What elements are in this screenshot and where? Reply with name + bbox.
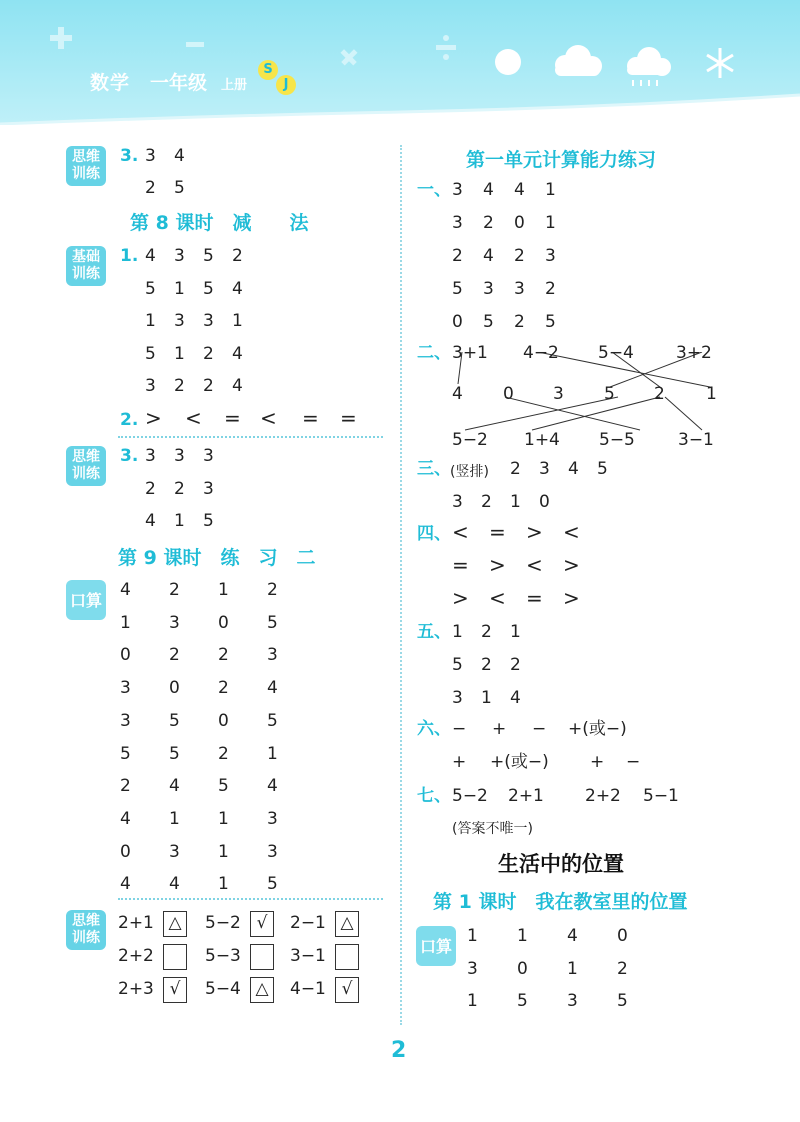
q1-cell: 5 (145, 278, 156, 299)
badge-kousuan-left: 口算 (66, 580, 106, 620)
q1-cell: 3 (203, 311, 214, 331)
s6-operator: − (452, 719, 467, 739)
s4-symbol: = (526, 586, 543, 610)
kousuan-cell: 3 (267, 645, 278, 666)
q3b-label: 3. (120, 446, 139, 466)
q1-cell: 4 (232, 376, 243, 396)
s1-cell: 4 (483, 246, 494, 266)
s2-bottom-expr: 1+4 (524, 430, 560, 450)
q3a-cell: 3 (145, 146, 156, 166)
s4-symbol: > (563, 586, 580, 610)
kousuan-cell: 1 (169, 808, 180, 829)
q1-cell: 3 (174, 311, 185, 331)
s5-cell: 3 (452, 688, 463, 708)
q1-cell: 2 (232, 246, 243, 266)
s6-operator: + (590, 752, 605, 772)
s4-symbol: > (526, 520, 543, 544)
q1-cell: 2 (203, 343, 214, 364)
q1-cell: 2 (203, 376, 214, 396)
kousuan-right-cell: 0 (617, 926, 628, 946)
s7-note: (答案不唯一) (452, 821, 533, 837)
s3-cell: 4 (568, 459, 579, 479)
s5-cell: 1 (452, 622, 463, 642)
s4-symbol: > (563, 553, 580, 577)
mark-expression: 2−1 (290, 913, 326, 933)
s1-cell: 5 (452, 279, 463, 299)
s3-cell: 0 (539, 492, 550, 512)
s5-cell: 4 (510, 688, 521, 708)
s1-cell: 0 (452, 312, 463, 332)
kousuan-cell: 5 (267, 710, 278, 731)
s1-cell: 5 (545, 312, 556, 332)
s3-cell: 2 (481, 492, 492, 512)
s1-cell: 3 (514, 279, 525, 299)
q1-cell: 1 (174, 343, 185, 364)
s2-top-expr: 3+1 (452, 343, 488, 363)
s1-cell: 2 (452, 246, 463, 266)
s7-expression: 2+2 (585, 786, 621, 806)
q2-symbol: = (224, 406, 241, 430)
kousuan-cell: 1 (218, 874, 229, 895)
s1-label: 一、 (417, 180, 451, 200)
s5-cell: 2 (481, 622, 492, 642)
header-volume: 上册 (221, 78, 248, 93)
kousuan-cell: 3 (120, 678, 131, 699)
kousuan-cell: 5 (267, 874, 278, 895)
kousuan-cell: 5 (218, 776, 229, 797)
kousuan-cell: 1 (218, 580, 229, 600)
kousuan-cell: 1 (267, 743, 278, 764)
kousuan-right-cell: 1 (567, 958, 578, 979)
s2-mid-number: 1 (706, 384, 717, 404)
kousuan-cell: 5 (169, 743, 180, 764)
s1-cell: 4 (514, 180, 525, 200)
s6-operator: + (452, 752, 467, 772)
kousuan-cell: 3 (169, 612, 180, 633)
q3b-cell: 3 (174, 446, 185, 466)
kousuan-cell: 2 (218, 743, 229, 764)
mark-box: △ (163, 911, 187, 937)
q3a-cell: 2 (145, 178, 156, 198)
q1-cell: 1 (145, 311, 156, 331)
q2-symbol: < (185, 406, 202, 430)
kousuan-right-cell: 5 (617, 991, 628, 1011)
s2-bottom-expr: 5−2 (452, 430, 488, 450)
kousuan-cell: 2 (120, 776, 131, 797)
s3-cell: 5 (597, 459, 608, 479)
kousuan-cell: 4 (120, 580, 131, 600)
s7-expression: 5−2 (452, 786, 488, 806)
kousuan-cell: 0 (169, 678, 180, 699)
mark-expression: 2+2 (118, 946, 154, 966)
mark-expression: 2+3 (118, 979, 154, 999)
divider (118, 898, 383, 900)
kousuan-cell: 4 (169, 874, 180, 895)
q2-symbol: = (340, 406, 357, 430)
mark-expression: 5−4 (205, 979, 241, 999)
lesson8-title: 第 8 课时 减 法 (130, 212, 309, 234)
page-number: 2 (391, 1038, 407, 1063)
s2-label: 二、 (417, 343, 451, 363)
q3a-cell: 5 (174, 178, 185, 198)
s1-cell: 1 (545, 180, 556, 200)
kousuan-cell: 5 (120, 743, 131, 764)
mark-expression: 4−1 (290, 979, 326, 999)
s7-label: 七、 (417, 786, 451, 806)
kousuan-cell: 5 (267, 612, 278, 633)
kousuan-cell: 0 (218, 612, 229, 633)
q1-cell: 3 (145, 376, 156, 396)
kousuan-right-cell: 5 (517, 991, 528, 1011)
column-divider (400, 145, 402, 1025)
s5-cell: 2 (510, 655, 521, 675)
s1-cell: 2 (545, 279, 556, 299)
kousuan-cell: 5 (169, 710, 180, 731)
kousuan-cell: 4 (120, 808, 131, 829)
kousuan-cell: 0 (218, 710, 229, 731)
lesson9-title: 第 9 课时 练 习 二 (118, 547, 316, 569)
s5-cell: 1 (510, 622, 521, 642)
mark-expression: 3−1 (290, 946, 326, 966)
mark-box: △ (335, 911, 359, 937)
q1-cell: 1 (232, 311, 243, 331)
header-background (0, 0, 800, 125)
kousuan-right-cell: 3 (467, 958, 478, 979)
q3a-cell: 4 (174, 146, 185, 166)
s1-cell: 2 (514, 312, 525, 332)
kousuan-right-cell: 4 (567, 926, 578, 946)
kousuan-right-cell: 3 (567, 991, 578, 1011)
kousuan-cell: 2 (218, 678, 229, 699)
q2-symbol: < (260, 406, 277, 430)
q3b-cell: 2 (174, 478, 185, 499)
unit2-title: 生活中的位置 (498, 852, 624, 876)
s6-label: 六、 (417, 719, 451, 739)
kousuan-cell: 2 (169, 580, 180, 600)
badge-siwei-1: 思维 训练 (66, 146, 106, 186)
kousuan-right-cell: 2 (617, 958, 628, 979)
mark-box: △ (250, 977, 274, 1003)
q3b-cell: 4 (145, 511, 156, 531)
kousuan-right-cell: 1 (517, 926, 528, 946)
s4-symbol: > (452, 586, 469, 610)
mark-box: √ (163, 977, 187, 1003)
mark-box (335, 944, 359, 970)
q3b-cell: 3 (203, 446, 214, 466)
s3-label: 三、 (417, 459, 451, 479)
s1-cell: 0 (514, 213, 525, 233)
kousuan-cell: 2 (169, 645, 180, 666)
kousuan-cell: 4 (267, 776, 278, 797)
s5-cell: 2 (481, 655, 492, 675)
q3b-cell: 3 (145, 446, 156, 466)
lesson1-title: 第 1 课时 我在教室里的位置 (433, 891, 688, 913)
sun-icon (495, 49, 521, 75)
kousuan-right-cell: 1 (467, 991, 478, 1011)
s4-symbol: > (489, 553, 506, 577)
q1-cell: 5 (203, 278, 214, 299)
s1-cell: 4 (483, 180, 494, 200)
s2-bottom-expr: 5−5 (599, 430, 635, 450)
s7-expression: 5−1 (643, 786, 679, 806)
s6-operator: +(或−) (490, 752, 549, 772)
s3-cell: 1 (510, 492, 521, 512)
s4-symbol: < (526, 553, 543, 577)
s3-cell: 3 (452, 492, 463, 512)
s5-cell: 5 (452, 655, 463, 675)
mark-expression: 5−2 (205, 913, 241, 933)
s1-cell: 1 (545, 213, 556, 233)
s2-mid-number: 3 (553, 384, 564, 404)
kousuan-cell: 3 (267, 841, 278, 862)
s7-expression: 2+1 (508, 786, 544, 806)
s1-cell: 5 (483, 312, 494, 332)
s3-cell: 2 (510, 459, 521, 479)
s3-cell: 3 (539, 459, 550, 479)
s4-symbol: < (563, 520, 580, 544)
divider (118, 436, 383, 438)
badge-siwei-3: 思维 训练 (66, 910, 106, 950)
mark-box (250, 944, 274, 970)
s4-label: 四、 (417, 524, 451, 544)
kousuan-cell: 1 (120, 612, 131, 633)
edition-badge-j: J (276, 75, 296, 95)
edition-badge-s: S (258, 60, 278, 80)
s2-bottom-expr: 3−1 (678, 430, 714, 450)
q3b-cell: 1 (174, 511, 185, 531)
q1-cell: 4 (232, 278, 243, 299)
q3b-cell: 5 (203, 511, 214, 531)
s2-top-expr: 4−2 (523, 343, 559, 363)
s1-cell: 2 (483, 213, 494, 233)
kousuan-cell: 4 (169, 776, 180, 797)
s2-mid-number: 2 (654, 384, 665, 404)
mark-box: √ (335, 977, 359, 1003)
q1-cell: 5 (145, 343, 156, 364)
s1-cell: 3 (452, 213, 463, 233)
badge-siwei-2: 思维 训练 (66, 446, 106, 486)
q1-cell: 4 (145, 246, 156, 266)
q2-label: 2. (120, 410, 139, 430)
kousuan-cell: 4 (267, 678, 278, 699)
s2-top-expr: 5−4 (598, 343, 634, 363)
s4-symbol: < (452, 520, 469, 544)
kousuan-cell: 1 (218, 841, 229, 862)
q3b-cell: 3 (203, 478, 214, 499)
kousuan-cell: 2 (218, 645, 229, 666)
s1-cell: 2 (514, 246, 525, 266)
q1-cell: 4 (232, 343, 243, 364)
q1-cell: 2 (174, 376, 185, 396)
s2-mid-number: 5 (604, 384, 615, 404)
kousuan-cell: 4 (120, 874, 131, 895)
s6-operator: − (532, 719, 547, 739)
s4-symbol: = (452, 553, 469, 577)
kousuan-right-cell: 1 (467, 926, 478, 946)
s1-cell: 3 (483, 279, 494, 299)
kousuan-cell: 3 (169, 841, 180, 862)
q1-label: 1. (120, 246, 139, 266)
kousuan-cell: 2 (267, 580, 278, 600)
q1-cell: 1 (174, 278, 185, 299)
q2-symbol: = (302, 406, 319, 430)
s4-symbol: = (489, 520, 506, 544)
q3b-cell: 2 (145, 478, 156, 499)
mark-expression: 5−3 (205, 946, 241, 966)
q2-symbol: > (145, 406, 162, 430)
mark-box: √ (250, 911, 274, 937)
s6-operator: +(或−) (568, 719, 627, 739)
s2-mid-number: 4 (452, 384, 463, 404)
kousuan-cell: 0 (120, 841, 131, 862)
s1-cell: 3 (452, 180, 463, 200)
q1-cell: 5 (203, 246, 214, 266)
mark-box (163, 944, 187, 970)
badge-kousuan-right: 口算 (416, 926, 456, 966)
kousuan-cell: 3 (120, 710, 131, 731)
kousuan-cell: 1 (218, 808, 229, 829)
s3-note: (竖排) (450, 464, 489, 480)
s6-operator: − (626, 752, 641, 772)
header-subject: 数学 (90, 72, 131, 94)
unit1-title: 第一单元计算能力练习 (466, 149, 657, 171)
s5-label: 五、 (417, 622, 451, 642)
kousuan-right-cell: 0 (517, 958, 528, 979)
kousuan-cell: 3 (267, 808, 278, 829)
q1-cell: 3 (174, 246, 185, 266)
kousuan-cell: 0 (120, 645, 131, 666)
s5-cell: 1 (481, 688, 492, 708)
s4-symbol: < (489, 586, 506, 610)
page-header (0, 0, 800, 125)
q3a-label: 3. (120, 146, 139, 166)
s6-operator: + (492, 719, 507, 739)
header-grade: 一年级 (150, 72, 208, 94)
badge-jichu: 基础 训练 (66, 246, 106, 286)
s2-top-expr: 3+2 (676, 343, 712, 363)
s1-cell: 3 (545, 246, 556, 266)
s2-mid-number: 0 (503, 384, 514, 404)
mark-expression: 2+1 (118, 913, 154, 933)
